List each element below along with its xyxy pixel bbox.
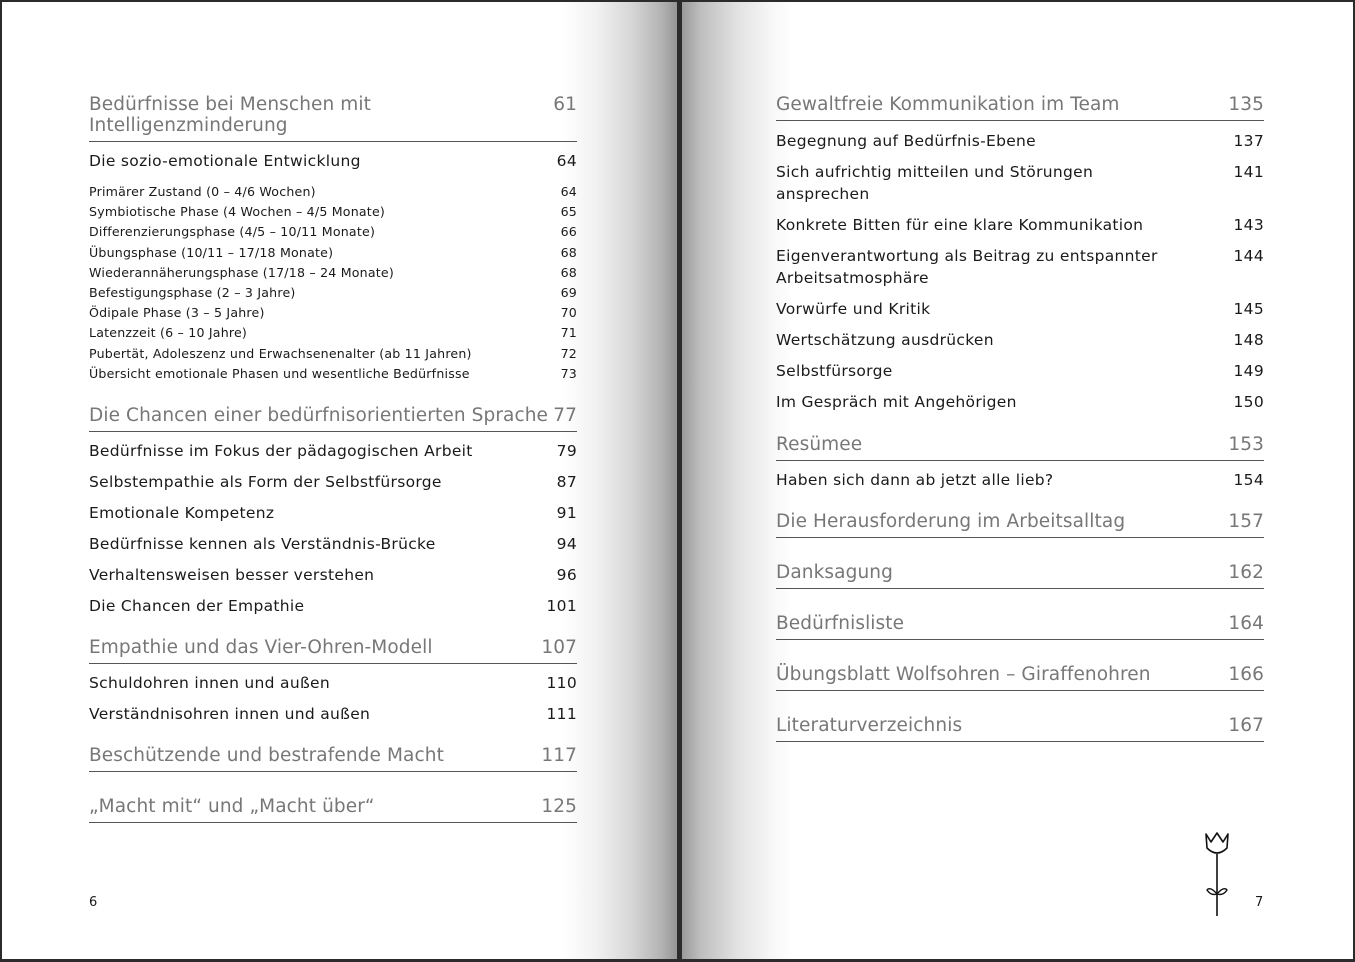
toc-heading[interactable] [776, 562, 1264, 589]
heading-page: 107 [541, 637, 577, 659]
subentry-page: 64 [560, 184, 577, 199]
heading-title: Empathie und das Vier-Ohren-Modell [89, 637, 433, 659]
entry-label: Vorwürfe und Kritik [776, 300, 931, 318]
entry-page: 150 [1233, 393, 1264, 411]
heading-title: Literaturverzeichnis [776, 715, 963, 736]
subentry-page: 65 [560, 204, 577, 220]
heading-title: Bedürfnisliste [776, 613, 905, 634]
subentry-label: Differenzierungsphase (4/5 – 10/11 Monate) [89, 224, 376, 240]
entry-page: 144 [1233, 247, 1264, 265]
toc-subentry[interactable] [89, 202, 577, 222]
heading-title: Danksagung [776, 562, 893, 583]
toc-entry[interactable] [89, 150, 577, 172]
toc-left [89, 94, 577, 823]
toc-entry[interactable] [776, 298, 1264, 320]
heading-page: 117 [541, 745, 577, 767]
toc-entry[interactable] [89, 564, 577, 586]
heading-page: 153 [1228, 434, 1264, 455]
toc-entry[interactable] [776, 360, 1264, 382]
toc-heading[interactable] [776, 715, 1264, 742]
toc-heading[interactable] [776, 94, 1264, 121]
toc-entry[interactable] [776, 245, 1264, 289]
heading-page: 135 [1228, 94, 1264, 115]
toc-subentry[interactable] [89, 364, 577, 384]
subentry-page: 66 [560, 224, 577, 240]
entry-page: 110 [546, 674, 577, 693]
subentry-page: 68 [560, 264, 577, 280]
subentry-page: 72 [560, 345, 577, 361]
subentry-label: Befestigungsphase (2 – 3 Jahre) [89, 285, 296, 301]
toc-entry[interactable] [89, 440, 577, 462]
toc-entry[interactable] [89, 502, 577, 524]
toc-entry[interactable] [776, 130, 1264, 152]
subentry-page: 71 [560, 325, 577, 341]
toc-right [776, 94, 1264, 742]
toc-heading[interactable] [776, 434, 1264, 461]
toc-entry[interactable] [89, 703, 577, 725]
heading-title: Die Herausforderung im Arbeitsalltag [776, 511, 1126, 532]
toc-subentry[interactable] [89, 243, 577, 263]
heading-title: Gewaltfreie Kommunikation im Team [776, 94, 1120, 115]
entry-label: Selbstfürsorge [776, 362, 893, 380]
entry-page: 143 [1233, 216, 1264, 234]
entry-page: 94 [556, 535, 577, 554]
heading-page: 77 [553, 405, 577, 427]
heading-title: Bedürfnisse bei Menschen mit Intelligenzminderung [89, 94, 372, 136]
entry-page: 64 [556, 152, 577, 170]
toc-heading[interactable] [776, 664, 1264, 691]
heading-page: 162 [1228, 562, 1264, 583]
heading-page: 166 [1228, 664, 1264, 685]
page-number: 7 [1255, 895, 1264, 910]
toc-subentry[interactable] [89, 222, 577, 242]
entry-page: 96 [556, 566, 577, 585]
right-page [682, 2, 1353, 959]
entry-label: Haben sich dann ab jetzt alle lieb? [776, 471, 1054, 489]
entry-page: 141 [1233, 163, 1264, 181]
toc-subentry[interactable] [89, 283, 577, 303]
entry-label: Verständnisohren innen und außen [89, 705, 371, 724]
toc-heading[interactable] [89, 405, 577, 432]
toc-entry[interactable] [776, 391, 1264, 413]
subentry-label: Latenzzeit (6 – 10 Jahre) [89, 325, 248, 341]
subentry-label: Primärer Zustand (0 – 4/6 Wochen) [89, 184, 316, 199]
entry-label: Sich aufrichtig mitteilen und Störungen ansprechen [776, 163, 1094, 203]
heading-title: Die Chancen einer bedürfnisorientierten Sprache [89, 405, 549, 427]
toc-entry[interactable] [776, 469, 1264, 491]
heading-page: 61 [553, 94, 577, 115]
subentry-list [89, 182, 577, 384]
subentry-label: Ödipale Phase (3 – 5 Jahre) [89, 305, 265, 321]
heading-title: Übungsblatt Wolfsohren – Giraffenohren [776, 664, 1151, 685]
toc-entry[interactable] [776, 329, 1264, 351]
entry-label: Selbstempathie als Form der Selbstfürsorge [89, 473, 442, 492]
entry-page: 87 [556, 473, 577, 492]
subentry-label: Wiederannäherungsphase (17/18 – 24 Monate) [89, 264, 394, 280]
entry-page: 79 [556, 442, 577, 461]
entry-label: Verhaltensweisen besser verstehen [89, 566, 375, 585]
toc-entry[interactable] [89, 672, 577, 694]
toc-heading[interactable] [89, 637, 577, 664]
subentry-page: 68 [560, 244, 577, 260]
subentry-label: Symbiotische Phase (4 Wochen – 4/5 Monate) [89, 204, 386, 220]
entry-label: Begegnung auf Bedürfnis-Ebene [776, 132, 1037, 150]
heading-title: Resümee [776, 434, 863, 455]
toc-entry[interactable] [776, 161, 1264, 205]
heading-title: Beschützende und bestrafende Macht [89, 745, 444, 767]
entry-label: Die sozio-emotionale Entwicklung [89, 152, 361, 170]
tulip-icon [1202, 832, 1232, 918]
entry-label: Konkrete Bitten für eine klare Kommunikation [776, 216, 1144, 234]
toc-entry[interactable] [89, 595, 577, 617]
toc-heading[interactable] [89, 94, 577, 142]
entry-label: Die Chancen der Empathie [89, 597, 305, 616]
toc-subentry[interactable] [89, 182, 577, 202]
entry-page: 154 [1233, 471, 1264, 489]
subentry-label: Pubertät, Adoleszenz und Erwachsenenalter (ab 11 Jahren) [89, 345, 472, 361]
heading-page: 164 [1228, 613, 1264, 634]
heading-page: 167 [1228, 715, 1264, 736]
toc-subentry[interactable] [89, 263, 577, 283]
heading-page: 125 [541, 796, 577, 818]
entry-page: 111 [546, 705, 577, 724]
subentry-label: Übersicht emotionale Phasen und wesentliche Bedürfnisse [89, 365, 470, 381]
entry-page: 148 [1233, 331, 1264, 349]
entry-label: Im Gespräch mit Angehörigen [776, 393, 1017, 411]
entry-page: 91 [556, 504, 577, 523]
entry-label: Bedürfnisse im Fokus der pädagogischen Arbeit [89, 442, 473, 461]
toc-subentry[interactable] [89, 344, 577, 364]
toc-heading[interactable] [776, 511, 1264, 538]
entry-label: Wertschätzung ausdrücken [776, 331, 994, 349]
subentry-page: 69 [560, 285, 577, 301]
entry-label: Emotionale Kompetenz [89, 504, 275, 523]
heading-page: 157 [1228, 511, 1264, 532]
toc-subentry[interactable] [89, 303, 577, 323]
toc-entry[interactable] [89, 533, 577, 555]
toc-entry[interactable] [776, 214, 1264, 236]
subentry-page: 73 [560, 365, 577, 381]
heading-title: „Macht mit“ und „Macht über“ [89, 796, 375, 818]
entry-label: Eigenverantwortung als Beitrag zu entspannter Arbeitsatmosphäre [776, 247, 1158, 287]
subentry-page: 70 [560, 305, 577, 321]
entry-page: 149 [1233, 362, 1264, 380]
toc-heading[interactable] [89, 796, 577, 823]
toc-heading[interactable] [776, 613, 1264, 640]
entry-page: 137 [1233, 132, 1264, 150]
subentry-label: Übungsphase (10/11 – 17/18 Monate) [89, 244, 334, 260]
toc-heading[interactable] [89, 745, 577, 772]
entry-page: 101 [546, 597, 577, 616]
toc-entry[interactable] [89, 471, 577, 493]
entry-page: 145 [1233, 300, 1264, 318]
entry-label: Bedürfnisse kennen als Verständnis-Brücke [89, 535, 436, 554]
left-page [2, 2, 677, 959]
toc-subentry[interactable] [89, 323, 577, 343]
entry-label: Schuldohren innen und außen [89, 674, 330, 693]
page-number: 6 [89, 895, 98, 910]
